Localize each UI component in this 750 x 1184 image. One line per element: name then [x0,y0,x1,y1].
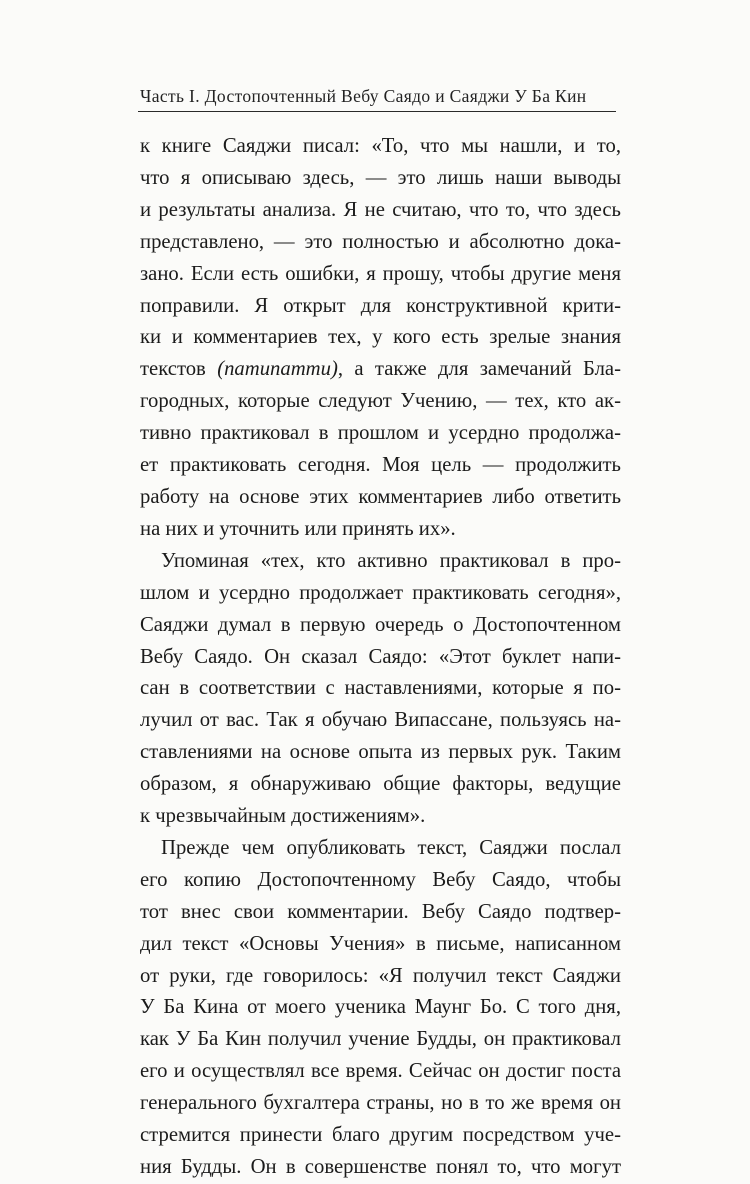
text-line: тот внес свои комментарии. Вебу Саядо подтвер- [140,900,621,923]
text-line: ет практиковать сегодня. Моя цель — продолжить [140,454,621,477]
text-line: генерального бухгалтера страны, но в то же время он [140,1092,621,1115]
paragraph [140,833,621,1184]
text-line: и результаты анализа. Я не считаю, что то, что здесь [140,198,621,221]
text-line: сан в соответствии с наставлениями, которые я по- [140,677,621,700]
text-line: городных, которые следуют Учению, — тех, кто ак- [140,390,621,413]
header-rule [138,111,616,112]
text-line: шлом и усердно продолжает практиковать сегодня», [140,581,621,604]
text-line: работу на основе этих комментариев либо ответить [140,485,621,508]
text-line: к чрезвычайным достижениям». [140,805,426,828]
text-line: что я описываю здесь, — это лишь наши выводы [140,166,621,189]
text-line: лучил от вас. Так я обучаю Випассане, пользуясь на- [140,709,621,732]
text-line: от руки, где говорилось: «Я получил текст Саяджи [140,964,621,987]
text-line: его и осуществлял все время. Сейчас он достиг поста [140,1060,621,1083]
text-line: представлено, — это полностью и абсолютно дока- [140,230,621,253]
italic-term: (патипатти) [217,358,338,381]
text-line: ки и комментариев тех, у кого есть зрелые знания [140,326,621,349]
text-line: ния Будды. Он в совершенстве понял то, что могут [140,1156,621,1178]
text-line: к книге Саяджи писал: «То, что мы нашли, и то, [140,135,621,157]
text-line: Саяджи думал в первую очередь о Достопочтенном [140,613,621,636]
text-line: зано. Если есть ошибки, я прошу, чтобы другие меня [140,262,621,285]
text-line: его копию Достопочтенному Вебу Саядо, чтобы [140,868,621,891]
text-line: У Ба Кина от моего ученика Маунг Бо. С того дня, [140,996,621,1019]
text-line: Прежде чем опубликовать текст, Саяджи послал [161,836,621,859]
text-line: Вебу Саядо. Он сказал Саядо: «Этот буклет напи- [140,645,621,668]
text-line: дил текст «Основы Учения» в письме, написанном [140,932,621,955]
paragraph [140,131,621,546]
text-line: образом, я обнаруживаю общие факторы, ведущие [140,773,621,796]
text-line: ставлениями на основе опыта из первых рук. Таким [140,741,621,764]
text-line: тивно практиковал в прошлом и усердно продолжа- [140,422,621,445]
paragraph [140,546,621,833]
text-line: текстов (патипатти), а также для замечаний Бла- [140,358,621,381]
text-line: Упоминая «тех, кто активно практиковал в про- [161,549,621,572]
text-line: поправили. Я открыт для конструктивной крити- [140,294,621,317]
body-text [140,131,621,1184]
text-line: на них и уточнить или принять их». [140,517,456,540]
running-header: Часть I. Достопочтенный Вебу Саядо и Саяджи У Ба Кин [140,86,587,106]
text-line: стремится принести благо другим посредством уче- [140,1124,621,1147]
text-line: как У Ба Кин получил учение Будды, он практиковал [140,1028,621,1051]
